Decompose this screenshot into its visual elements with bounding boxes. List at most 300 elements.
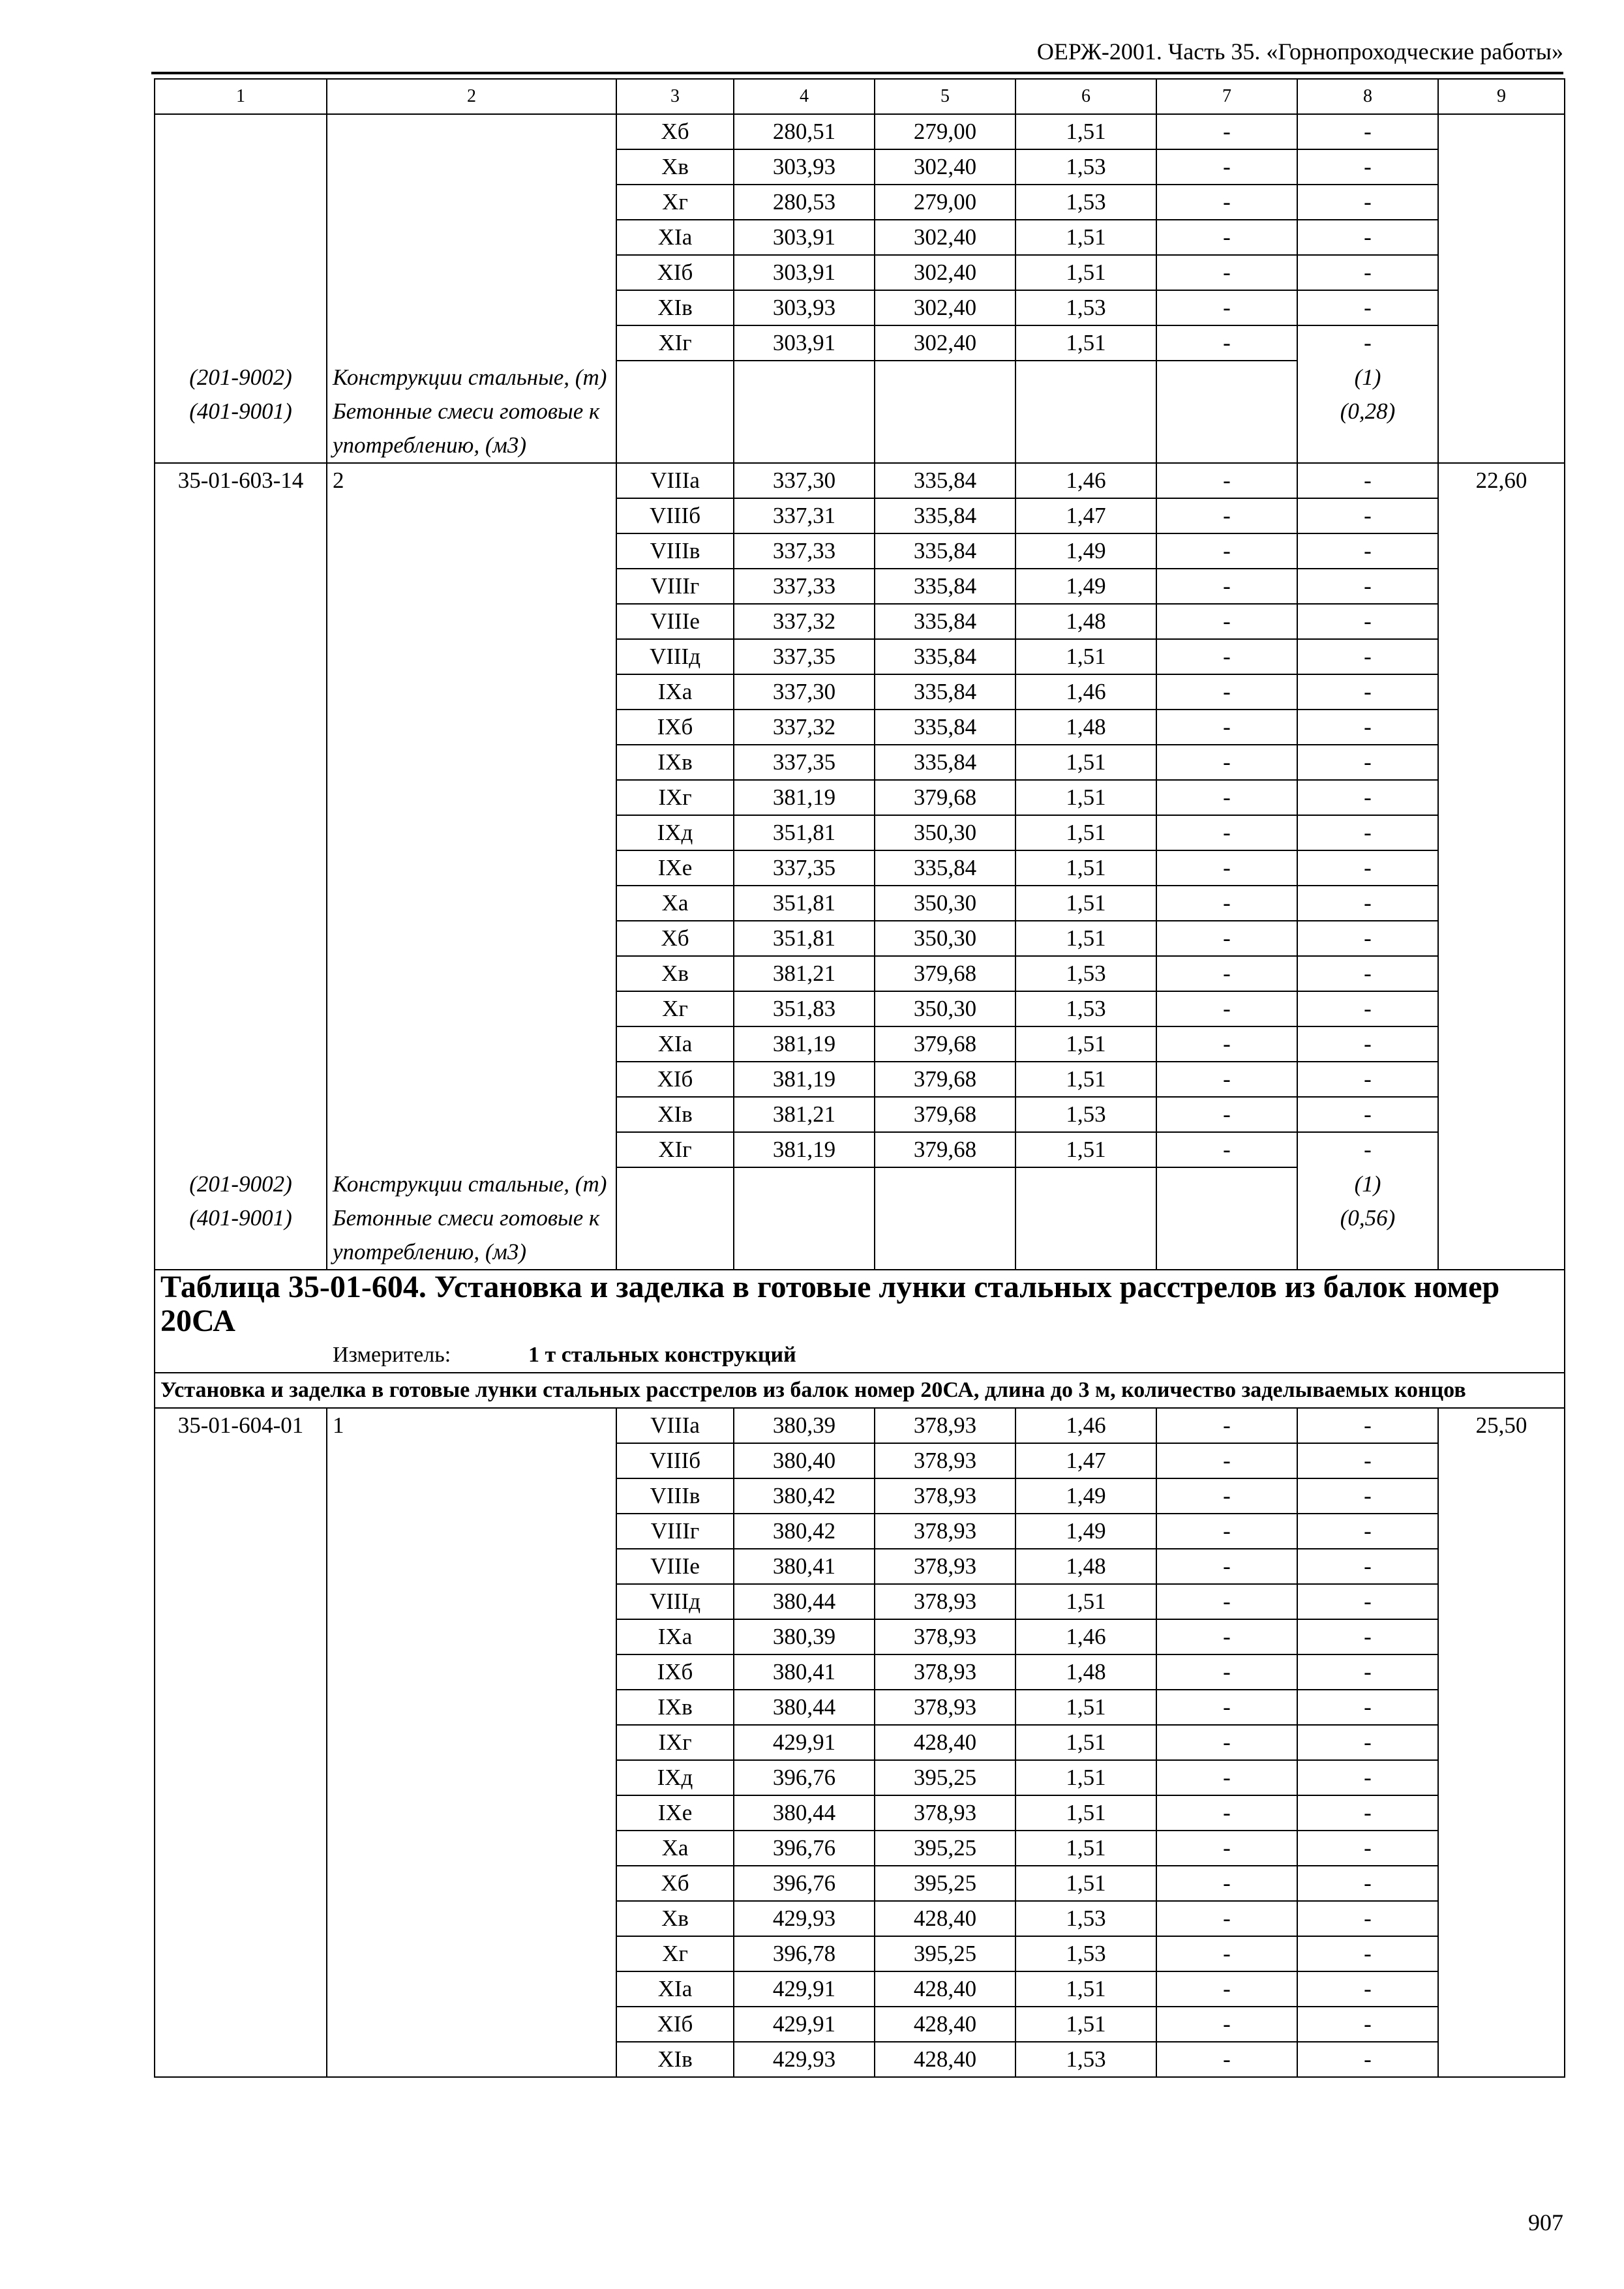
row-price-cell (1438, 114, 1565, 149)
value-cell: 428,40 (875, 2042, 1015, 2077)
value-cell: 1,48 (1015, 1549, 1156, 1584)
value-cell: IХг (616, 780, 734, 815)
empty-cell (1438, 395, 1565, 463)
value-cell: VIIIд (616, 1584, 734, 1619)
row-ends-cell (327, 956, 616, 991)
row-price-cell (1438, 325, 1565, 361)
row-price-cell (1438, 674, 1565, 710)
value-cell: 337,33 (734, 569, 875, 604)
value-cell: - (1156, 1866, 1297, 1901)
row-code-cell (155, 290, 327, 325)
row-code-cell (155, 1831, 327, 1866)
value-cell: 378,93 (875, 1478, 1015, 1514)
value-cell: 378,93 (875, 1584, 1015, 1619)
value-cell: - (1156, 185, 1297, 220)
row-ends-cell (327, 639, 616, 674)
table-row (155, 1936, 1565, 1971)
value-cell: - (1156, 639, 1297, 674)
value-cell: - (1156, 745, 1297, 780)
row-price-cell (1438, 569, 1565, 604)
value-cell: 1,51 (1015, 639, 1156, 674)
row-code-cell (155, 533, 327, 569)
row-code-cell (155, 220, 327, 255)
material-row (155, 395, 1565, 463)
value-cell: 351,81 (734, 815, 875, 850)
value-cell: Ха (616, 886, 734, 921)
value-cell: IХг (616, 1725, 734, 1760)
value-cell: - (1297, 1408, 1438, 1443)
empty-cell (734, 1201, 875, 1270)
value-cell: 337,30 (734, 674, 875, 710)
empty-cell (616, 1201, 734, 1270)
table-title-row (155, 1270, 1565, 1338)
value-cell: 395,25 (875, 1760, 1015, 1795)
value-cell: 396,78 (734, 1936, 875, 1971)
value-cell: - (1297, 1654, 1438, 1690)
value-cell: 350,30 (875, 886, 1015, 921)
row-code-cell: 35-01-603-14 (155, 463, 327, 498)
empty-cell (734, 361, 875, 395)
value-cell: 1,51 (1015, 1971, 1156, 2007)
row-price-cell (1438, 1062, 1565, 1097)
value-cell: 1,47 (1015, 498, 1156, 533)
value-cell: - (1297, 815, 1438, 850)
row-ends-cell (327, 533, 616, 569)
row-price-cell (1438, 956, 1565, 991)
value-cell: - (1297, 1026, 1438, 1062)
page-number: 907 (1528, 2209, 1563, 2236)
value-cell: 280,51 (734, 114, 875, 149)
value-cell: - (1297, 185, 1438, 220)
row-code-cell (155, 325, 327, 361)
value-cell: 303,93 (734, 149, 875, 185)
value-cell: - (1156, 1690, 1297, 1725)
value-cell: 1,51 (1015, 815, 1156, 850)
value-cell: 1,51 (1015, 780, 1156, 815)
value-cell: 1,51 (1015, 1132, 1156, 1167)
value-cell: 381,19 (734, 780, 875, 815)
value-cell: 1,51 (1015, 1690, 1156, 1725)
row-price-cell (1438, 220, 1565, 255)
value-cell: IХв (616, 1690, 734, 1725)
value-cell: - (1156, 569, 1297, 604)
value-cell: - (1297, 2007, 1438, 2042)
empty-cell (875, 1201, 1015, 1270)
value-cell: - (1297, 1831, 1438, 1866)
value-cell: - (1156, 674, 1297, 710)
empty-cell (1438, 1167, 1565, 1201)
row-ends-cell (327, 1619, 616, 1654)
row-price-cell: 22,60 (1438, 463, 1565, 498)
row-price-cell (1438, 1584, 1565, 1619)
table-row (155, 149, 1565, 185)
value-cell: 335,84 (875, 604, 1015, 639)
row-ends-cell (327, 604, 616, 639)
table-row (155, 1062, 1565, 1097)
value-cell: VIIIб (616, 498, 734, 533)
table-row (155, 991, 1565, 1026)
column-header: 6 (1015, 79, 1156, 114)
material-name: Конструкции стальные, (т) (327, 1167, 616, 1201)
value-cell: 429,91 (734, 1725, 875, 1760)
value-cell: Хв (616, 1901, 734, 1936)
table-row (155, 850, 1565, 886)
table-row (155, 220, 1565, 255)
row-price-cell (1438, 533, 1565, 569)
table-row (155, 1901, 1565, 1936)
row-price-cell (1438, 1936, 1565, 1971)
value-cell: IХе (616, 1795, 734, 1831)
empty-cell (1015, 1167, 1156, 1201)
row-code-cell (155, 956, 327, 991)
row-ends-cell (327, 290, 616, 325)
row-code-cell (155, 149, 327, 185)
row-code-cell (155, 991, 327, 1026)
column-header: 9 (1438, 79, 1565, 114)
value-cell: 1,53 (1015, 2042, 1156, 2077)
value-cell: 395,25 (875, 1866, 1015, 1901)
row-price-cell (1438, 1514, 1565, 1549)
value-cell: 1,48 (1015, 1654, 1156, 1690)
value-cell: - (1297, 1132, 1438, 1167)
value-cell: - (1297, 255, 1438, 290)
value-cell: 1,51 (1015, 850, 1156, 886)
value-cell: 351,81 (734, 921, 875, 956)
value-cell: 1,51 (1015, 1026, 1156, 1062)
value-cell: - (1297, 1097, 1438, 1132)
row-ends-cell (327, 1478, 616, 1514)
value-cell: IХа (616, 674, 734, 710)
material-value: (1) (1297, 1167, 1438, 1201)
value-cell: IХв (616, 745, 734, 780)
value-cell: - (1156, 886, 1297, 921)
value-cell: 428,40 (875, 1901, 1015, 1936)
value-cell: 351,81 (734, 886, 875, 921)
row-ends-cell (327, 325, 616, 361)
value-cell: - (1156, 1478, 1297, 1514)
value-cell: - (1156, 1936, 1297, 1971)
value-cell: 1,48 (1015, 710, 1156, 745)
value-cell: - (1297, 639, 1438, 674)
value-cell: - (1156, 1795, 1297, 1831)
table-row (155, 1725, 1565, 1760)
table-row (155, 956, 1565, 991)
row-code-cell (155, 604, 327, 639)
value-cell: VIIIа (616, 463, 734, 498)
value-cell: Хг (616, 991, 734, 1026)
value-cell: 381,19 (734, 1026, 875, 1062)
table-row (155, 114, 1565, 149)
value-cell: 380,41 (734, 1549, 875, 1584)
column-header: 2 (327, 79, 616, 114)
material-row (155, 361, 1565, 395)
value-cell: - (1156, 463, 1297, 498)
value-cell: VIIIв (616, 533, 734, 569)
value-cell: 1,51 (1015, 1866, 1156, 1901)
value-cell: - (1156, 255, 1297, 290)
value-cell: 1,51 (1015, 886, 1156, 921)
value-cell: - (1297, 325, 1438, 361)
value-cell: - (1156, 1062, 1297, 1097)
value-cell: - (1297, 1901, 1438, 1936)
empty-cell (875, 1167, 1015, 1201)
value-cell: - (1156, 815, 1297, 850)
table-row (155, 1097, 1565, 1132)
empty-cell (1156, 1201, 1297, 1270)
row-ends-cell (327, 1866, 616, 1901)
value-cell: 1,48 (1015, 604, 1156, 639)
row-code-cell (155, 921, 327, 956)
empty-cell (1156, 1167, 1297, 1201)
row-ends-cell (327, 1062, 616, 1097)
value-cell: - (1297, 1549, 1438, 1584)
row-ends-cell (327, 1514, 616, 1549)
row-price-cell (1438, 1795, 1565, 1831)
value-cell: - (1297, 114, 1438, 149)
row-price-cell (1438, 255, 1565, 290)
value-cell: 1,53 (1015, 1097, 1156, 1132)
row-ends-cell (327, 674, 616, 710)
value-cell: Хг (616, 1936, 734, 1971)
value-cell: - (1156, 220, 1297, 255)
value-cell: 302,40 (875, 220, 1015, 255)
table-row (155, 1971, 1565, 2007)
value-cell: 337,35 (734, 639, 875, 674)
row-code-cell (155, 1514, 327, 1549)
table-row (155, 886, 1565, 921)
empty-cell (1156, 361, 1297, 395)
row-ends-cell (327, 1097, 616, 1132)
row-ends-cell (327, 185, 616, 220)
empty-cell (616, 1167, 734, 1201)
empty-cell (1156, 395, 1297, 463)
row-ends-cell (327, 1132, 616, 1167)
unit-row (155, 1338, 1565, 1373)
value-cell: Хв (616, 149, 734, 185)
value-cell: 1,51 (1015, 921, 1156, 956)
row-code-cell (155, 569, 327, 604)
value-cell: 303,91 (734, 255, 875, 290)
value-cell: VIIIб (616, 1443, 734, 1478)
table-row (155, 533, 1565, 569)
value-cell: - (1297, 220, 1438, 255)
row-ends-cell (327, 498, 616, 533)
value-cell: 395,25 (875, 1831, 1015, 1866)
value-cell: 1,46 (1015, 1408, 1156, 1443)
row-price-cell (1438, 2042, 1565, 2077)
empty-cell (875, 395, 1015, 463)
row-code-cell (155, 1478, 327, 1514)
row-ends-cell: 2 (327, 463, 616, 498)
value-cell: 335,84 (875, 745, 1015, 780)
table-title: Таблица 35-01-604. Установка и заделка в готовые лунки стальных расстрелов из балок номер 20СА (155, 1270, 1565, 1338)
row-ends-cell (327, 114, 616, 149)
material-code: (201-9002) (155, 361, 327, 395)
row-code-cell (155, 1132, 327, 1167)
value-cell: - (1297, 1971, 1438, 2007)
value-cell: 335,84 (875, 710, 1015, 745)
value-cell: 335,84 (875, 498, 1015, 533)
value-cell: - (1156, 850, 1297, 886)
value-cell: 381,21 (734, 956, 875, 991)
row-code-cell (155, 639, 327, 674)
value-cell: - (1297, 1478, 1438, 1514)
value-cell: 380,42 (734, 1478, 875, 1514)
value-cell: 303,91 (734, 220, 875, 255)
row-code-cell: 35-01-604-01 (155, 1408, 327, 1443)
value-cell: - (1156, 1408, 1297, 1443)
row-price-cell: 25,50 (1438, 1408, 1565, 1443)
row-code-cell (155, 1725, 327, 1760)
value-cell: IХд (616, 1760, 734, 1795)
value-cell: 379,68 (875, 956, 1015, 991)
value-cell: 381,19 (734, 1062, 875, 1097)
row-price-cell (1438, 149, 1565, 185)
table-row (155, 674, 1565, 710)
row-price-cell (1438, 710, 1565, 745)
table-row (155, 1408, 1565, 1443)
value-cell: ХIв (616, 1097, 734, 1132)
row-ends-cell (327, 780, 616, 815)
value-cell: - (1156, 498, 1297, 533)
row-code-cell (155, 1690, 327, 1725)
table-row (155, 463, 1565, 498)
empty-cell (1015, 361, 1156, 395)
value-cell: - (1297, 956, 1438, 991)
row-ends-cell (327, 1026, 616, 1062)
value-cell: 1,49 (1015, 533, 1156, 569)
row-ends-cell (327, 1831, 616, 1866)
value-cell: 302,40 (875, 149, 1015, 185)
value-cell: 378,93 (875, 1619, 1015, 1654)
value-cell: 379,68 (875, 780, 1015, 815)
row-price-cell (1438, 1971, 1565, 2007)
row-price-cell (1438, 185, 1565, 220)
table-row (155, 1795, 1565, 1831)
value-cell: - (1156, 114, 1297, 149)
value-cell: VIIIе (616, 604, 734, 639)
value-cell: 1,51 (1015, 2007, 1156, 2042)
value-cell: VIIIг (616, 1514, 734, 1549)
value-cell: - (1297, 1062, 1438, 1097)
value-cell: - (1156, 780, 1297, 815)
material-name: Бетонные смеси готовые к употреблению, (м3) (327, 395, 616, 463)
row-ends-cell (327, 2007, 616, 2042)
row-ends-cell (327, 255, 616, 290)
value-cell: 1,51 (1015, 1795, 1156, 1831)
value-cell: - (1297, 1866, 1438, 1901)
value-cell: 395,25 (875, 1936, 1015, 1971)
value-cell: - (1156, 1026, 1297, 1062)
value-cell: VIIIа (616, 1408, 734, 1443)
row-ends-cell (327, 1654, 616, 1690)
table-row (155, 780, 1565, 815)
empty-cell (734, 395, 875, 463)
value-cell: 337,35 (734, 745, 875, 780)
value-cell: 1,53 (1015, 956, 1156, 991)
column-number-row (155, 79, 1565, 114)
table-row (155, 1690, 1565, 1725)
row-ends-cell (327, 745, 616, 780)
value-cell: IХд (616, 815, 734, 850)
row-price-cell (1438, 745, 1565, 780)
row-price-cell (1438, 1866, 1565, 1901)
value-cell: - (1156, 1097, 1297, 1132)
unit-label: Измеритель: (333, 1343, 451, 1367)
value-cell: 428,40 (875, 1971, 1015, 2007)
row-price-cell (1438, 1619, 1565, 1654)
row-code-cell (155, 1619, 327, 1654)
row-code-cell (155, 498, 327, 533)
row-price-cell (1438, 1443, 1565, 1478)
value-cell: - (1156, 1584, 1297, 1619)
value-cell: 428,40 (875, 1725, 1015, 1760)
material-value: (1) (1297, 361, 1438, 395)
empty-cell (1015, 395, 1156, 463)
table-row (155, 1132, 1565, 1167)
row-code-cell (155, 1901, 327, 1936)
rates-table (154, 78, 1565, 2078)
value-cell: - (1297, 533, 1438, 569)
row-ends-cell (327, 921, 616, 956)
table-row (155, 1026, 1565, 1062)
value-cell: 335,84 (875, 674, 1015, 710)
value-cell: 335,84 (875, 639, 1015, 674)
table-row (155, 1760, 1565, 1795)
row-price-cell (1438, 290, 1565, 325)
row-ends-cell (327, 149, 616, 185)
value-cell: - (1156, 1619, 1297, 1654)
table-row (155, 255, 1565, 290)
table-row (155, 1619, 1565, 1654)
value-cell: ХIб (616, 2007, 734, 2042)
value-cell: - (1297, 1514, 1438, 1549)
row-ends-cell (327, 1760, 616, 1795)
row-ends-cell (327, 850, 616, 886)
row-ends-cell (327, 991, 616, 1026)
row-code-cell (155, 1026, 327, 1062)
material-name: Конструкции стальные, (т) (327, 361, 616, 395)
value-cell: 1,46 (1015, 1619, 1156, 1654)
material-value: (0,56) (1297, 1201, 1438, 1270)
value-cell: 303,93 (734, 290, 875, 325)
value-cell: 335,84 (875, 463, 1015, 498)
value-cell: 1,51 (1015, 220, 1156, 255)
table-row (155, 1866, 1565, 1901)
row-price-cell (1438, 1760, 1565, 1795)
value-cell: 380,41 (734, 1654, 875, 1690)
table-row (155, 815, 1565, 850)
row-code-cell (155, 850, 327, 886)
row-code-cell (155, 1097, 327, 1132)
value-cell: - (1297, 1619, 1438, 1654)
value-cell: 378,93 (875, 1654, 1015, 1690)
value-cell: 337,32 (734, 604, 875, 639)
value-cell: - (1156, 149, 1297, 185)
row-ends-cell (327, 815, 616, 850)
value-cell: 1,51 (1015, 1584, 1156, 1619)
value-cell: - (1297, 1443, 1438, 1478)
value-cell: 279,00 (875, 114, 1015, 149)
value-cell: Хб (616, 1866, 734, 1901)
value-cell: 429,93 (734, 2042, 875, 2077)
value-cell: - (1297, 780, 1438, 815)
row-price-cell (1438, 991, 1565, 1026)
value-cell: 337,35 (734, 850, 875, 886)
row-ends-cell (327, 569, 616, 604)
value-cell: - (1156, 533, 1297, 569)
value-cell: 350,30 (875, 815, 1015, 850)
